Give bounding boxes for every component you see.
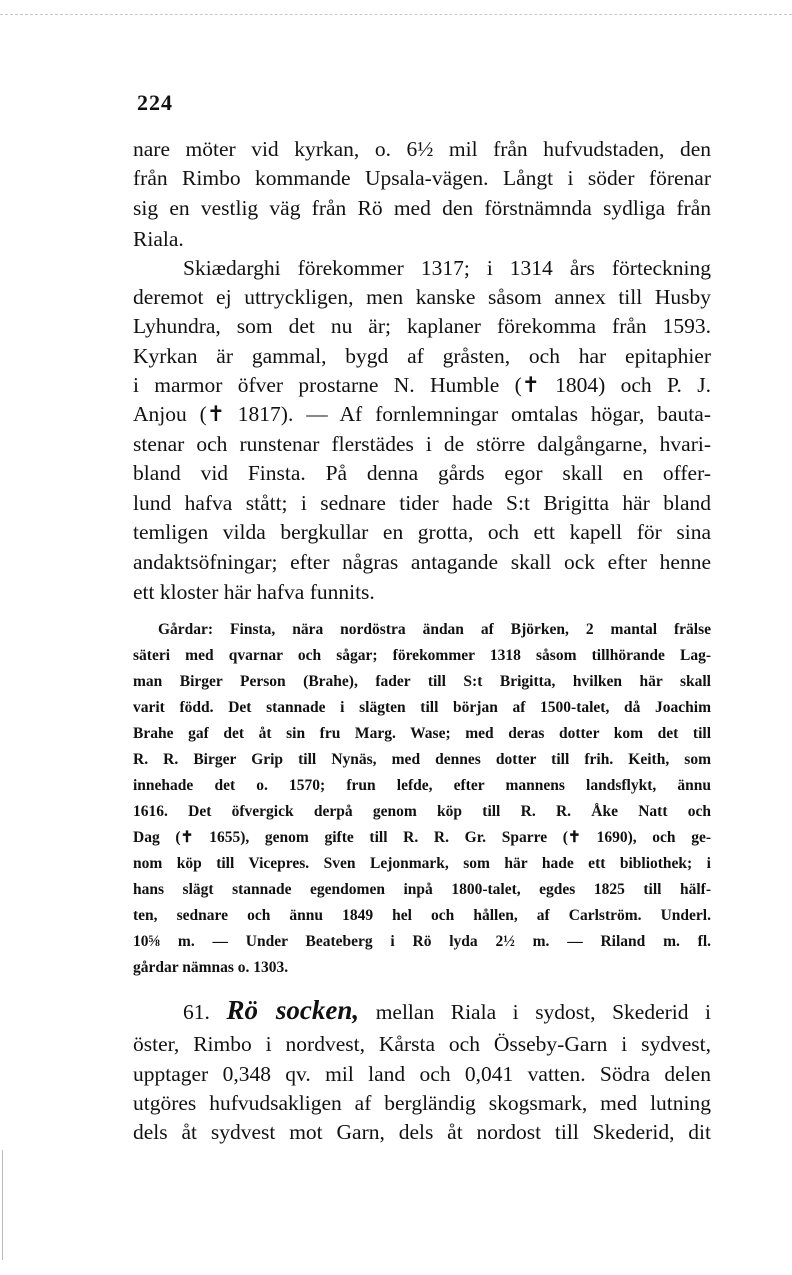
section-line: dels åt sydvest mot Garn, dels åt nordost till Skederid, dit	[133, 1120, 711, 1144]
body-line: nare möter vid kyrkan, o. 6½ mil från hufvudstaden, den	[133, 137, 711, 161]
body-line: Riala.	[133, 227, 184, 251]
section-line: upptager 0,348 qv. mil land och 0,041 vatten. Södra delen	[133, 1062, 711, 1086]
farms-line: varit född. Det stannade i slägten till början af 1500-talet, då Joachim	[133, 699, 711, 716]
farms-line: Brahe gaf det åt sin fru Marg. Wase; med deras dotter kom det till	[133, 725, 711, 742]
section-title: Rö socken,	[226, 995, 360, 1025]
farms-line: säteri med qvarnar och sågar; förekommer 1318 såsom tillhörande Lag-	[133, 647, 711, 664]
body-line: i marmor öfver prostarne N. Humble (✝ 1804) och P. J.	[133, 373, 711, 397]
farms-line: ten, sednare och ännu 1849 hel och hållen, af Carlström. Underl.	[133, 907, 711, 924]
section-line: utgöres hufvudsakligen af bergländig skogsmark, med lutning	[133, 1091, 711, 1115]
section-first-line: mellan Riala i sydost, Skederid i	[375, 1000, 712, 1024]
body-line: Lyhundra, som det nu är; kaplaner förekomma från 1593.	[133, 314, 711, 338]
farms-line: 10⅝ m. — Under Beateberg i Rö lyda 2½ m. — Riland m. fl.	[133, 933, 711, 950]
section-line: öster, Rimbo i nordvest, Kårsta och Össeby-Garn i sydvest,	[133, 1032, 711, 1056]
body-line: lund hafva stått; i sednare tider hade S:t Brigitta här bland	[133, 491, 711, 515]
scan-margin-mark	[2, 1150, 3, 1260]
body-line: deremot ej uttryckligen, men kanske såsom annex till Husby	[133, 285, 711, 309]
section-number: 61.	[183, 1000, 210, 1024]
body-line: Kyrkan är gammal, bygd af gråsten, och har epitaphier	[133, 344, 711, 368]
farms-line: gårdar nämnas o. 1303.	[133, 959, 289, 976]
body-line: Skiædarghi förekommer 1317; i 1314 års förteckning	[183, 256, 711, 280]
farms-line: nom köp till Vicepres. Sven Lejonmark, som här hade ett bibliothek; i	[133, 855, 711, 872]
farms-line: hans slägt stannade egendomen inpå 1800-talet, egdes 1825 till hälf-	[133, 881, 711, 898]
body-line: sig en vestlig väg från Rö med den förstnämnda sydliga från	[133, 196, 711, 220]
farms-line: 1616. Det öfvergick derpå genom köp till R. R. Åke Natt och	[133, 803, 711, 820]
scan-edge-rule	[0, 14, 792, 15]
farms-line: R. R. Birger Grip till Nynäs, med dennes dotter till frih. Keith, som	[133, 751, 711, 768]
body-line: andaktsöfningar; efter någras antagande skall ock efter henne	[133, 550, 711, 574]
body-line: temligen vilda bergkullar en grotta, och ett kapell för sina	[133, 520, 711, 544]
body-line: ett kloster här hafva funnits.	[133, 580, 375, 604]
farms-line: man Birger Person (Brahe), fader till S:t Brigitta, hvilken här skall	[133, 673, 711, 690]
body-line: från Rimbo kommande Upsala-vägen. Långt i söder förenar	[133, 166, 711, 190]
body-line: stenar och runstenar flerstädes i de större dalgångarne, hvari-	[133, 432, 711, 456]
farms-line: Gårdar: Finsta, nära nordöstra ändan af Björken, 2 mantal frälse	[158, 621, 711, 638]
section-heading-line	[183, 997, 711, 1024]
body-line: Anjou (✝ 1817). — Af fornlemningar omtalas högar, bauta-	[133, 402, 711, 426]
farms-line: Dag (✝ 1655), genom gifte till R. R. Gr. Sparre (✝ 1690), och ge-	[133, 829, 711, 846]
body-line: bland vid Finsta. På denna gårds egor skall en offer-	[133, 461, 711, 485]
page-number: 224	[137, 90, 173, 115]
farms-line: innehade det o. 1570; frun lefde, efter mannens landsflykt, ännu	[133, 777, 711, 794]
